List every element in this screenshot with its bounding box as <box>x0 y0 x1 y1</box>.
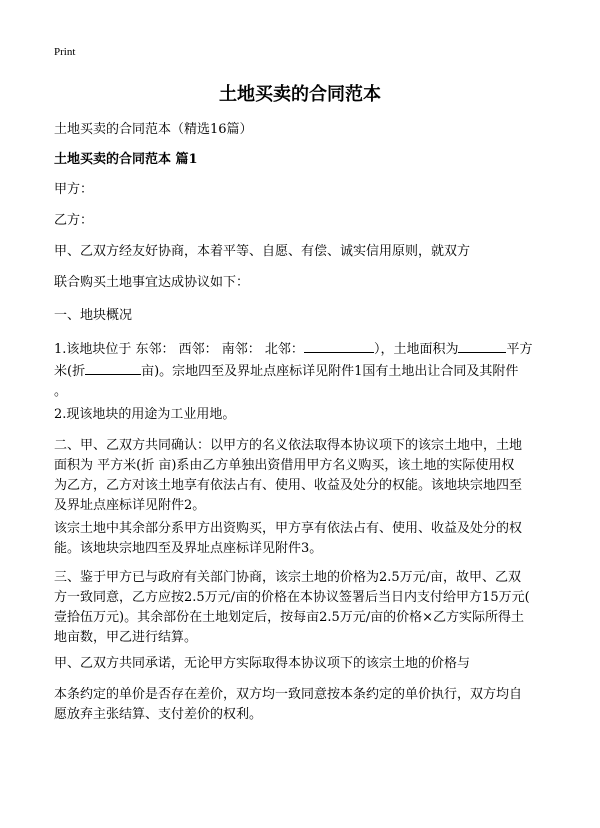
print-label[interactable]: Print <box>54 46 76 58</box>
section-2b: 该宗土地中其余部分系甲方出资购买，甲方享有依法占有、使用、收益及处分的权 能。该地块宗地四至及界址点座标详见附件3。 <box>54 521 523 556</box>
clause-1 <box>54 338 554 402</box>
party-a: 甲方： <box>54 182 94 197</box>
section-4b: 本条约定的单价是否存在差价，双方均一致同意按本条约定的单价执行，双方均自 愿放弃主张结算、支付差价的权利。 <box>54 687 523 722</box>
section-3: 三、鉴于甲方已与政府有关部门协商，该宗土地的价格为2.5万元/亩，故甲、乙双 方一致同意，乙方应按2.5万元/亩的价格在本协议签署后当日内支付给甲方15万元( 壹拾伍万元)。其余部份在土地划定后，按每亩2.5万元/亩的价格×乙方实际所得土 地亩数，甲乙进行结算。 <box>54 570 530 645</box>
page-title: 土地买卖的合同范本 <box>219 84 381 105</box>
intro-line-2: 联合购买土地事宜达成协议如下： <box>54 275 250 290</box>
section-4: 甲、乙双方共同承诺，无论甲方实际取得本协议项下的该宗土地的价格与 <box>54 656 471 671</box>
clause-2: 2.现该地块的用途为工业用地。 <box>54 407 236 422</box>
clause-1-line-3: 。 <box>54 384 68 399</box>
party-b: 乙方： <box>54 213 94 228</box>
clause-1-line-2: 米(折 亩)。宗地四至及界址点座标详见附件1国有土地出让合同及其附件 <box>54 360 554 382</box>
section1-title: 一、地块概况 <box>54 308 133 323</box>
blank-field <box>304 338 374 353</box>
blank-field <box>85 360 141 375</box>
section-2: 二、甲、乙双方共同确认：以甲方的名义依法取得本协议项下的该宗土地中，土地 面积为 平方米(折 亩)系由乙方单独出资借用甲方名义购买，该土地的实际使用权 为乙方，乙方对该土地享有依法占有、使用、收益及处分的权能。该地块宗地四至 及界址点座标详见附件2。 <box>54 438 523 513</box>
blank-field <box>458 338 506 353</box>
clause-1-line-1: 1.该地块位于 东邻： 西邻： 南邻： 北邻： ），土地面积为 平方 <box>54 338 554 360</box>
subtitle: 土地买卖的合同范本（精选16篇） <box>54 122 253 137</box>
section-heading: 土地买卖的合同范本 篇1 <box>54 152 198 167</box>
intro-line-1: 甲、乙双方经友好协商，本着平等、自愿、有偿、诚实信用原则，就双方 <box>54 244 471 259</box>
